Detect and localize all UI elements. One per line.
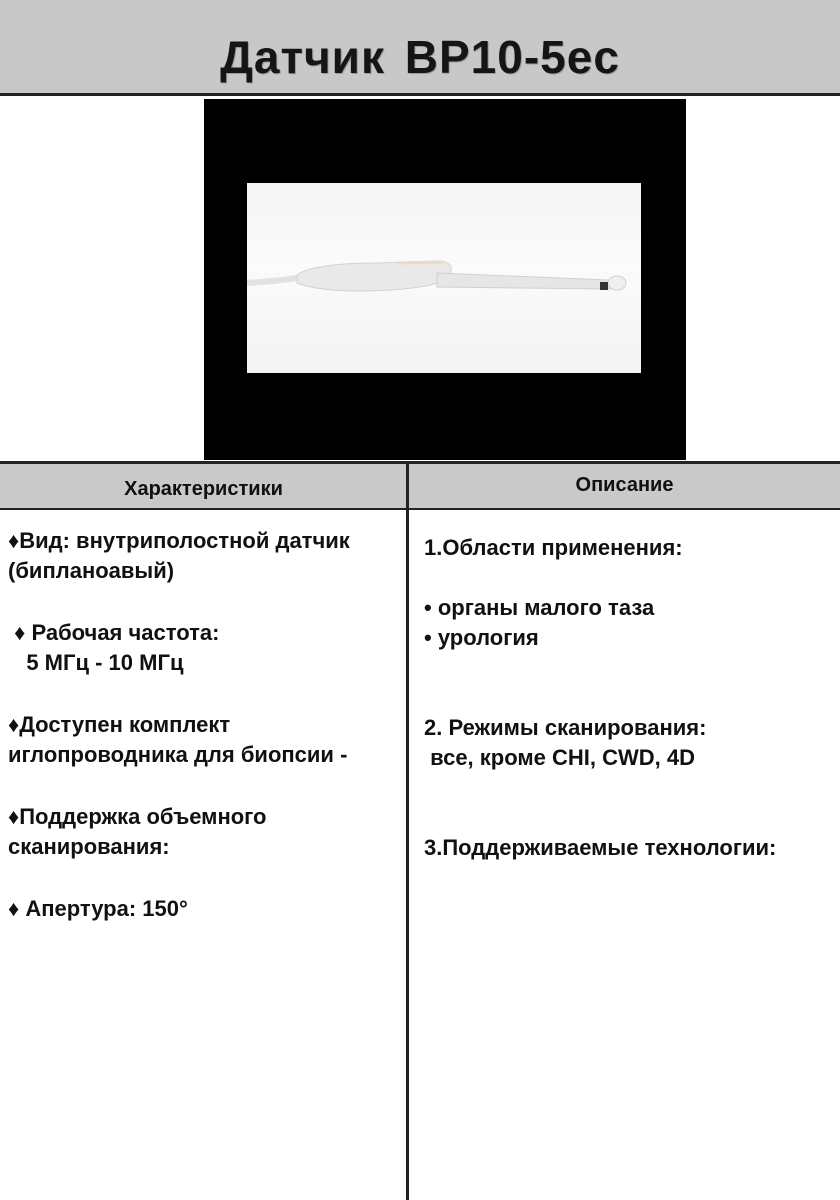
area-item-2: • урология (424, 625, 539, 650)
page-title: Датчик BP10-5ec (220, 31, 620, 83)
volume-line-1: ♦Поддержка объемного (8, 804, 267, 829)
aperture-line: ♦ Апертура: 150° (8, 896, 188, 921)
biopsy-line-2: иглопроводника для биопсии - (8, 742, 348, 767)
areas-title: 1.Области применения: (424, 535, 683, 560)
characteristics-column (8, 526, 406, 924)
column-divider (406, 461, 409, 1200)
modes-value: все, кроме CHI, CWD, 4D (424, 745, 696, 770)
modes-title: 2. Режимы сканирования: (424, 715, 707, 740)
type-line-1: ♦Вид: внутриполостной датчик (8, 528, 350, 553)
type-line-2: (бипланоавый) (8, 558, 175, 583)
volume-line-2: сканирования: (8, 834, 170, 859)
description-column (424, 533, 840, 863)
product-photo (247, 183, 641, 373)
technologies-title: 3.Поддерживаемые технологии: (424, 835, 777, 860)
frequency-line-2: 5 МГц - 10 МГц (8, 650, 184, 675)
table-header (0, 461, 840, 510)
probe-image (247, 183, 641, 373)
description-header: Описание (575, 474, 674, 496)
product-photo-frame (204, 99, 686, 460)
biopsy-line-1: ♦Доступен комплект (8, 712, 231, 737)
title-bar (0, 0, 840, 96)
area-item-1: • органы малого таза (424, 595, 655, 620)
frequency-line-1: ♦ Рабочая частота: (8, 620, 220, 645)
characteristics-header: Характеристики (124, 478, 283, 500)
